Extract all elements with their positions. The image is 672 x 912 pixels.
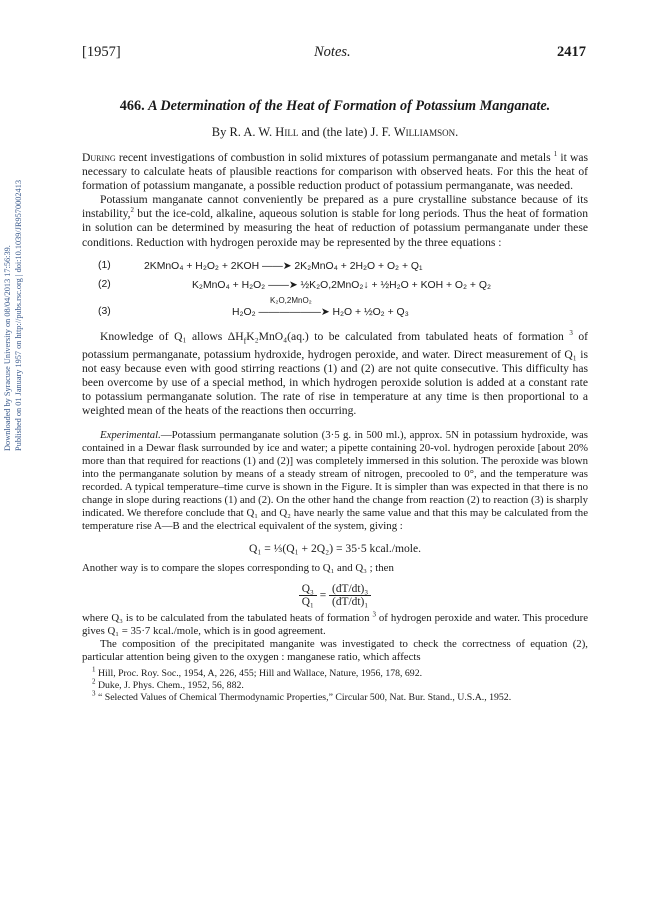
header-year: [1957]	[82, 44, 121, 60]
equation-text: H₂O₂ ——————➤ H₂O + ½O₂ + Q₃	[232, 306, 409, 318]
footnote-text: Hill, Proc. Roy. Soc., 1954, A, 226, 455; Hill and Wallace, Nature, 1956, 178, 692.	[97, 667, 423, 679]
download-watermark	[2, 180, 24, 451]
ratio-rhs-denominator: (dT/dt)₁	[332, 595, 369, 608]
article-number: 466.	[119, 98, 145, 114]
equation-q1: Q₁ = ⅓(Q₁ + 2Q₂) = 35·5 kcal./mole.	[248, 541, 422, 555]
author-hill: Hill	[275, 125, 299, 139]
footnote-1	[82, 665, 588, 680]
para5-text-b: of hydrogen peroxide and water. This procedure gives Q₁ = 35·7 kcal./mole, which is in good agreement.	[82, 611, 588, 637]
ref-3b: 3	[372, 609, 376, 618]
paragraph-composition: The composition of the precipitated manganite was investigated to check the correctness of equation (2), particular attention being given to the oxygen : manganese ratio, which affects	[82, 637, 588, 663]
ref-3: 3	[569, 328, 573, 337]
para3-text-a: Knowledge of Q₁ allows ΔH	[100, 329, 244, 343]
ratio-lhs	[299, 583, 317, 608]
experimental-label: Experimental.	[100, 428, 161, 441]
footnote-number: 2	[92, 677, 96, 686]
footnote-3	[82, 689, 588, 704]
equation-catalyst: K₂O,2MnO₂	[270, 295, 312, 305]
paragraph-intro	[82, 151, 588, 193]
article-body	[82, 97, 588, 704]
footnote-text: “ Selected Values of Chemical Thermodynamic Properties,” Circular 500, Nat. Bur. Stand., U.S.A., 1952.	[97, 691, 512, 703]
paragraph-knowledge	[82, 330, 588, 419]
equation-3	[82, 295, 588, 322]
byline-by: By R. A. W.	[211, 125, 273, 139]
ratio-rhs	[329, 583, 371, 608]
para3-text-c: of potassium permanganate, potassium hydroxide, hydrogen peroxide, and water. Direct measurement of Q₁ is not easy because even with good stirring reactions (1) and (2) are not quite consecutive. This difficulty has been overcome by use of a special method, in which hydrogen peroxide solution is added at a constant rate to potassium permanganate solution. The rate of rise in temperature at any time is then proportional to a weighted mean of the heats of the reactions then occurring.	[82, 329, 588, 418]
para1-text-b: it was necessary to calculate heats of plausible reactions for comparison with observed heats. For this the heat of formation of potassium manganate, a possible reduction product of potassium permanganate, was needed.	[82, 151, 588, 193]
ref-2: 2	[130, 206, 135, 215]
byline-and: and (the late) J. F.	[301, 125, 391, 139]
equation-2	[82, 279, 588, 298]
byline	[82, 125, 588, 140]
header-page-number: 2417	[557, 44, 586, 60]
ratio-lhs-denominator: Q₁	[301, 595, 314, 608]
article-title	[82, 97, 588, 115]
subscript-f: f	[243, 335, 247, 345]
para2-text-b: but the ice-cold, alkaline, aqueous solution is stable for long periods. Thus the heat of formation in solution can be determined by measuring the heat of reduction of potassium permanganate under these conditions. Reduction with hydrogen peroxide may be represented by the three equations :	[82, 207, 588, 249]
paragraph-where	[82, 609, 588, 638]
equation-1	[82, 260, 588, 279]
ref-1: 1	[553, 150, 558, 159]
footnote-number: 3	[92, 689, 96, 698]
paragraph-manganate	[82, 193, 588, 249]
footnotes	[82, 665, 588, 704]
ratio-rhs-numerator: (dT/dt)₃	[329, 583, 371, 596]
equation-number: (3)	[98, 305, 111, 317]
author-williamson: Williamson.	[393, 125, 459, 139]
footnote-number: 1	[92, 665, 96, 674]
equation-text: 2KMnO₄ + H₂O₂ + 2KOH ——➤ 2K₂MnO₄ + 2H₂O + O₂ + Q₁	[144, 260, 423, 272]
para3-text-b: K₂MnO₄(aq.) to be calculated from tabulated heats of formation	[246, 329, 570, 343]
drop-lead: During	[82, 151, 116, 164]
running-header	[82, 44, 586, 64]
equation-number: (2)	[98, 278, 111, 290]
reaction-equations	[82, 260, 588, 322]
equation-number: (1)	[98, 259, 111, 271]
para5-text-a: where Q₃ is to be calculated from the tabulated heats of formation	[82, 611, 373, 624]
para1-text-a: recent investigations of combustion in solid mixtures of potassium permanganate and metals	[115, 151, 554, 164]
paragraph-experimental	[82, 429, 588, 533]
ratio-lhs-numerator: Q₃	[299, 583, 317, 596]
experimental-text: —Potassium permanganate solution (3·5 g. in 500 ml.), approx. 5N in potassium hydroxide, was contained in a Dewar flask surrounded by ice and water; a pipette containing 20-vol. hydrogen peroxide [about 20% more than that required for reactions (1) and (2)] was completely immersed in this solution. The peroxide was blown into the permanganate solution by means of a steady stream of nitrogen, precooled to 0°, and the temperature was recorded. A typical temperature–time curve is shown in the Figure. It is simpler than was expected in that there is no change in slope during reactions (1) and (2). On the other hand the change from reaction (2) to reaction (3) is sharply indicated. We therefore conclude that Q₁ and Q₂ have nearly the same value and that this may be calculated from the temperature rise A—B and the electrical equivalent of the system, giving :	[82, 428, 588, 532]
equation-text: K₂MnO₄ + H₂O₂ ——➤ ½K₂O,2MnO₂↓ + ½H₂O + KOH + O₂ + Q₂	[192, 279, 491, 291]
watermark-download-line: Downloaded by Syracuse University on 08/04/2013 17:56:39.	[3, 245, 12, 451]
para2-text-a: Potassium manganate cannot conveniently be prepared as a pure crystalline substance because of its instability,	[82, 193, 588, 221]
footnote-2	[82, 677, 588, 692]
article-title-text: A Determination of the Heat of Formation of Potassium Manganate.	[148, 98, 551, 114]
watermark-publish-line: Published on 01 January 1957 on http://pubs.rsc.org | doi:10.1039/JR9570002413	[14, 180, 23, 451]
slope-ratio: $\frac{\text{Q₃}}{\text{Q₁}}$ = $\frac{\text{(dT/dt)₃}}{\text{(dT/dt)₁}}$	[82, 583, 588, 608]
header-section: Notes.	[314, 44, 351, 60]
footnote-text: Duke, J. Phys. Chem., 1952, 56, 882.	[97, 679, 244, 691]
paragraph-slopes: Another way is to compare the slopes corresponding to Q₁ and Q₃ ; then	[82, 561, 394, 574]
